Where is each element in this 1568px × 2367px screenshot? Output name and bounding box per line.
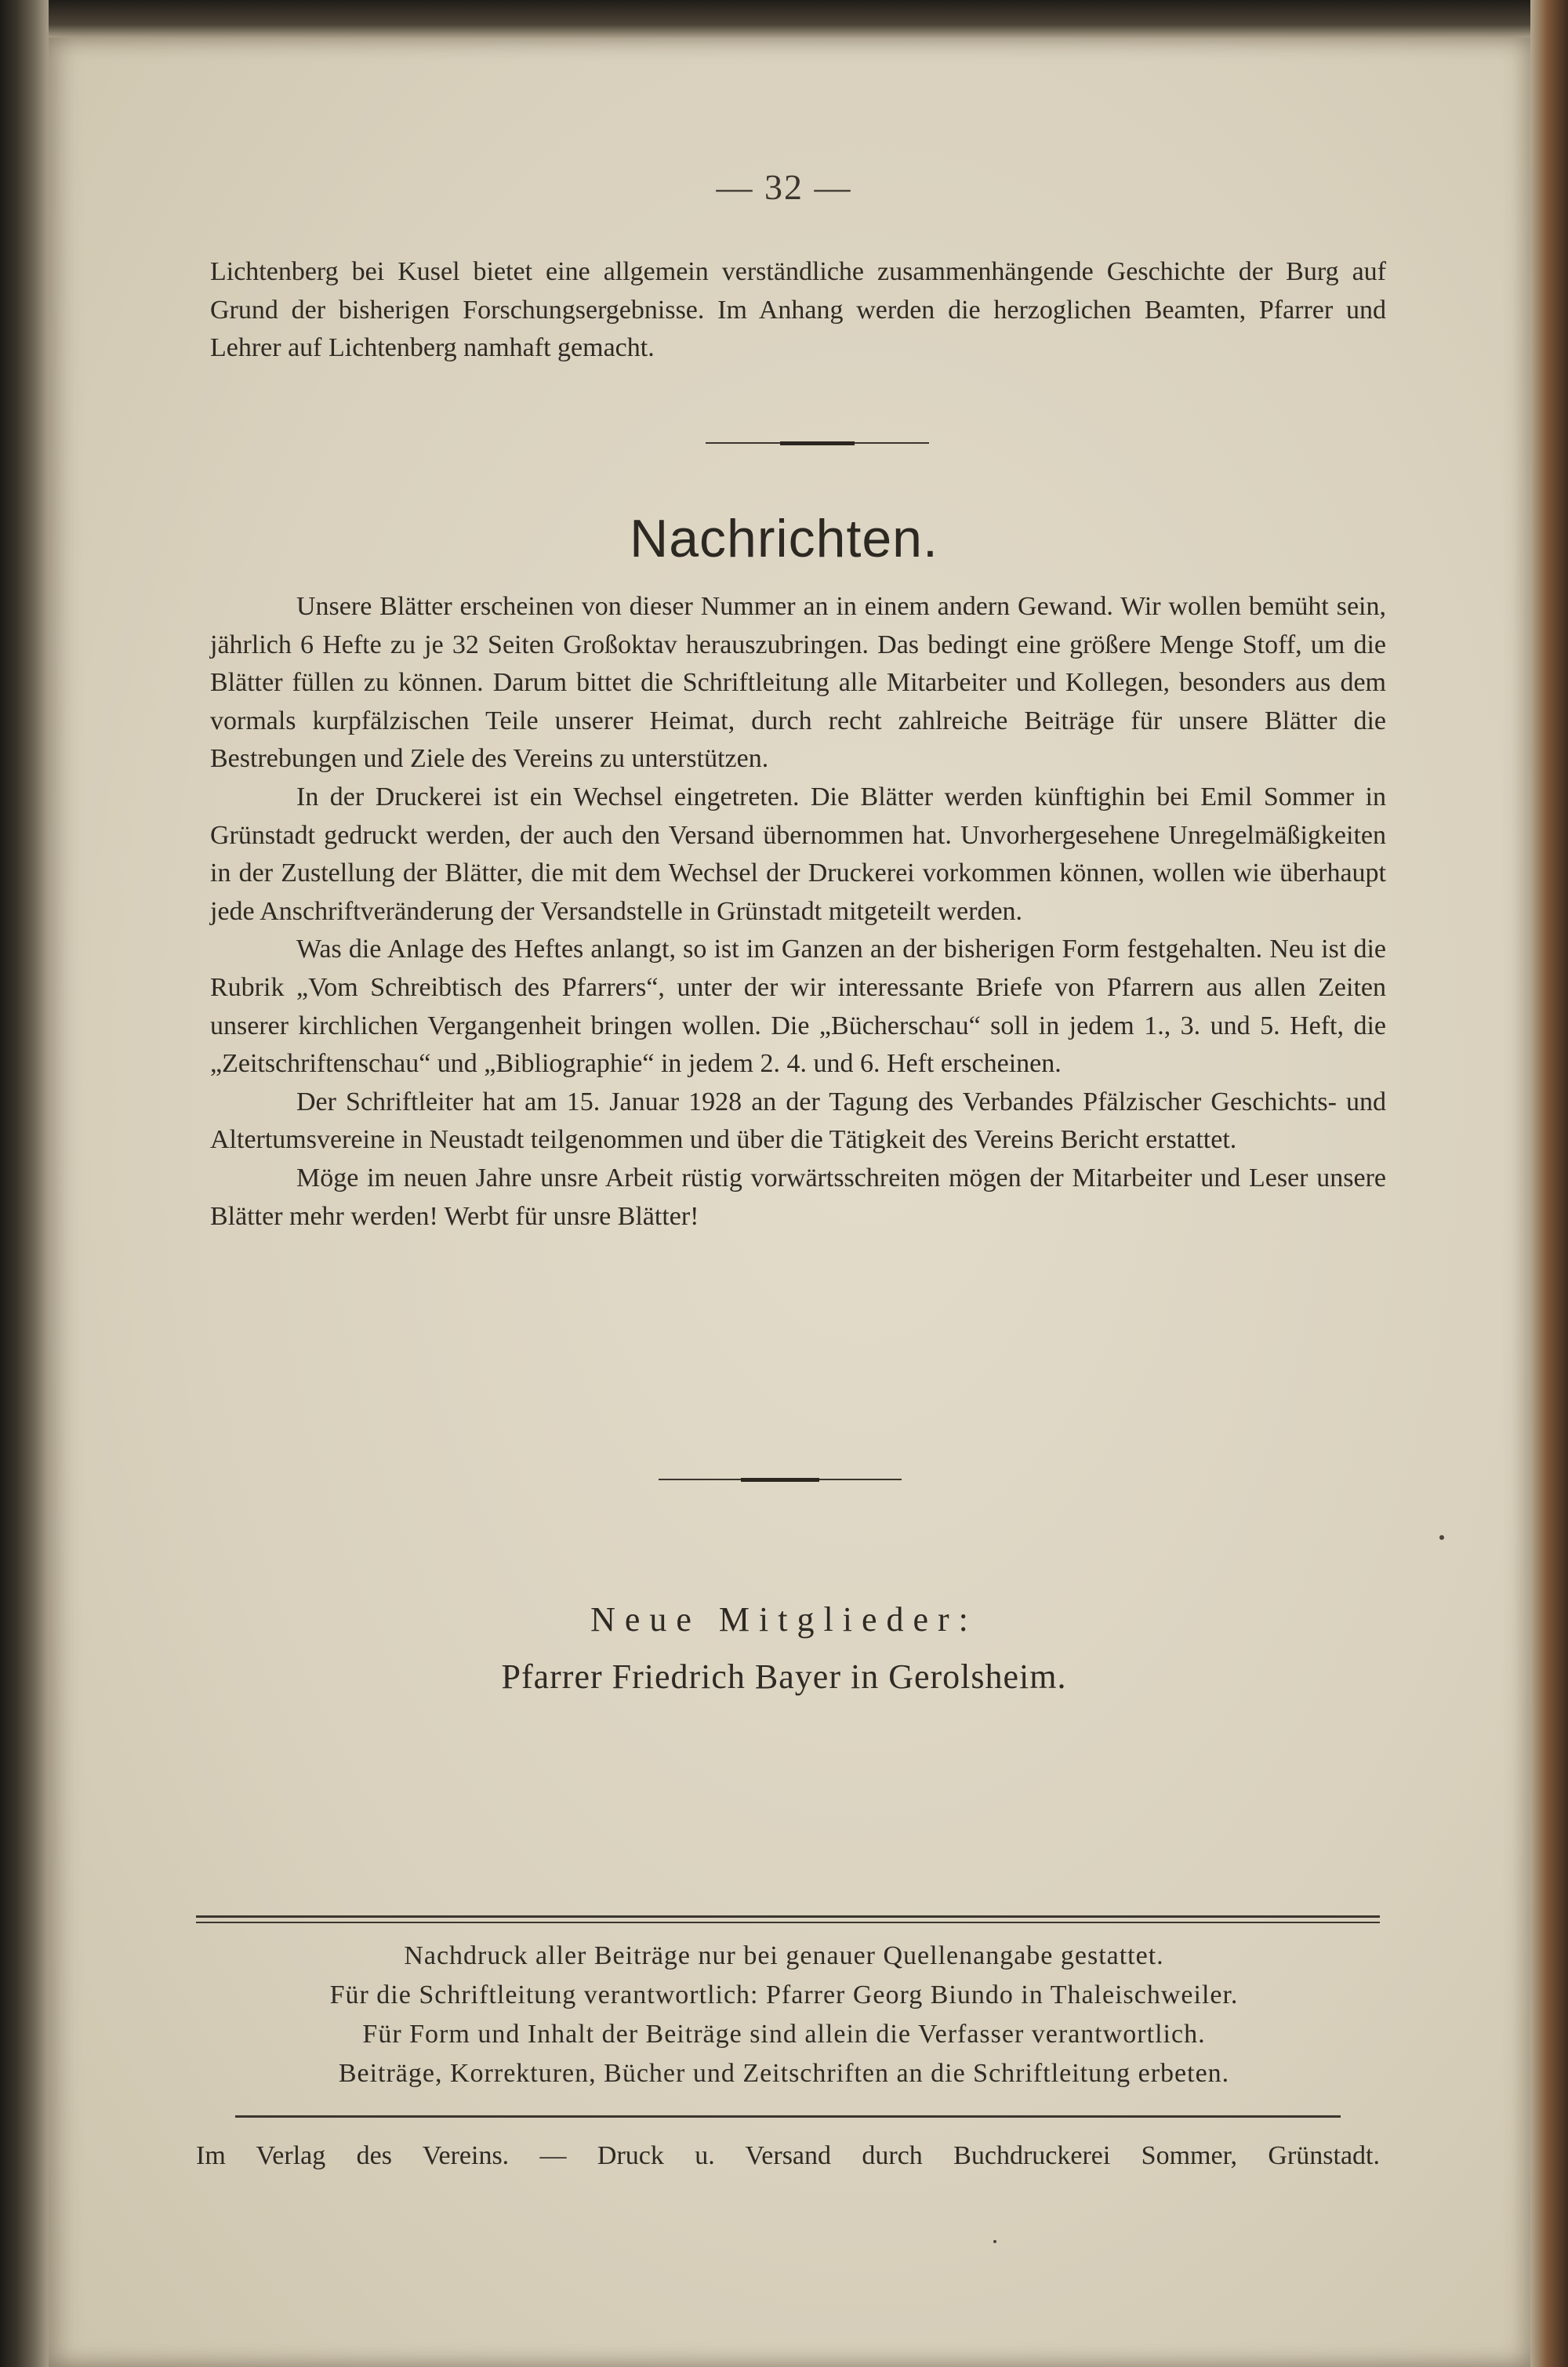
- intro-paragraph: [210, 253, 1386, 368]
- footer-double-rule-lower: [196, 1922, 1380, 1923]
- members-heading: Neue Mitglieder:: [590, 1600, 978, 1639]
- news-title: Nachrichten.: [630, 509, 938, 568]
- book-right-edge: [1530, 0, 1568, 2367]
- footer-double-rule-upper: [196, 1915, 1380, 1918]
- book-binding-edge: [0, 0, 49, 2367]
- footer-line: Beiträge, Korrekturen, Bücher und Zeitschriften an die Schriftleitung erbeten.: [338, 2059, 1230, 2088]
- imprint-line: Im Verlag des Vereins. — Druck u. Versand durch Buchdruckerei Sommer, Grünstadt.: [196, 2141, 1380, 2170]
- imprint-rule: [235, 2115, 1341, 2118]
- news-paragraph: Der Schriftleiter hat am 15. Januar 1928 an der Tagung des Verbandes Pfälzischer Geschichts- und Altertumsvereine in Neustadt teilgenommen und über die Tätigkeit des Vereins Bericht erstattet.: [210, 1087, 1386, 1155]
- footer-line: Nachdruck aller Beiträge nur bei genauer Quellenangabe gestattet.: [404, 1941, 1164, 1970]
- footer-notices: [157, 1937, 1411, 2093]
- footer-line: Für die Schriftleitung verantwortlich: Pfarrer Georg Biundo in Thaleischweiler.: [329, 1980, 1239, 2009]
- section-divider-top: [706, 442, 929, 444]
- page-number: — 32 —: [716, 167, 852, 207]
- section-divider-middle: [659, 1479, 902, 1480]
- members-entry: Pfarrer Friedrich Bayer in Gerolsheim.: [501, 1657, 1067, 1696]
- news-paragraph: Unsere Blätter erscheinen von dieser Nummer an in einem andern Gewand. Wir wollen bemüht sein, jährlich 6 Hefte zu je 32 Seiten Großoktav herauszubringen. Das bedingt eine größere Menge Stoff, um die Blätter füllen zu können. Darum bittet die Schriftleitung alle Mitarbeiter und Kollegen, besonders aus dem vormals kurpfälzischen Teile unserer Heimat, durch recht zahlreiche Beiträge für unsere Blätter die Bestrebungen und Ziele des Vereins zu unterstützen.: [210, 592, 1386, 774]
- book-top-edge: [0, 0, 1568, 41]
- footer-line: Für Form und Inhalt der Beiträge sind allein die Verfasser verantwortlich.: [362, 2020, 1206, 2049]
- news-paragraph: In der Druckerei ist ein Wechsel eingetreten. Die Blätter werden künftighin bei Emil Sommer in Grünstadt gedruckt werden, der auch den Versand übernommen hat. Unvorhergesehene Unregelmäßigkeiten in der Zustellung der Blätter, die mit dem Wechsel der Druckerei vorkommen können, wollen wie überhaupt jede Anschriftveränderung der Versandstelle in Grünstadt mitgeteilt werden.: [210, 782, 1386, 926]
- news-paragraph: Möge im neuen Jahre unsre Arbeit rüstig vorwärtsschreiten mögen der Mitarbeiter und Leser unsere Blätter mehr werden! Werbt für unsre Blätter!: [210, 1163, 1386, 1231]
- intro-text: Lichtenberg bei Kusel bietet eine allgemein verständliche zusammenhängende Geschichte der Burg auf Grund der bisherigen Forschungsergebnisse. Im Anhang werden die herzoglichen Beamten, Pfarrer und Lehrer auf Lichtenberg namhaft gemacht.: [210, 257, 1386, 363]
- paper-speck: [993, 2240, 996, 2243]
- news-section: [210, 588, 1386, 1236]
- paper-speck: [1439, 1535, 1444, 1540]
- news-paragraph: Was die Anlage des Heftes anlangt, so ist im Ganzen an der bisherigen Form festgehalten. Neu ist die Rubrik „Vom Schreibtisch des Pfarrers“, unter der wir interessante Briefe von Pfarrern aus allen Zeiten unserer kirchlichen Vergangenheit bringen wollen. Die „Bücherschau“ soll in jedem 1., 3. und 5. Heft, die „Zeitschriftenschau“ und „Bibliographie“ in jedem 2. 4. und 6. Heft erscheinen.: [210, 935, 1386, 1079]
